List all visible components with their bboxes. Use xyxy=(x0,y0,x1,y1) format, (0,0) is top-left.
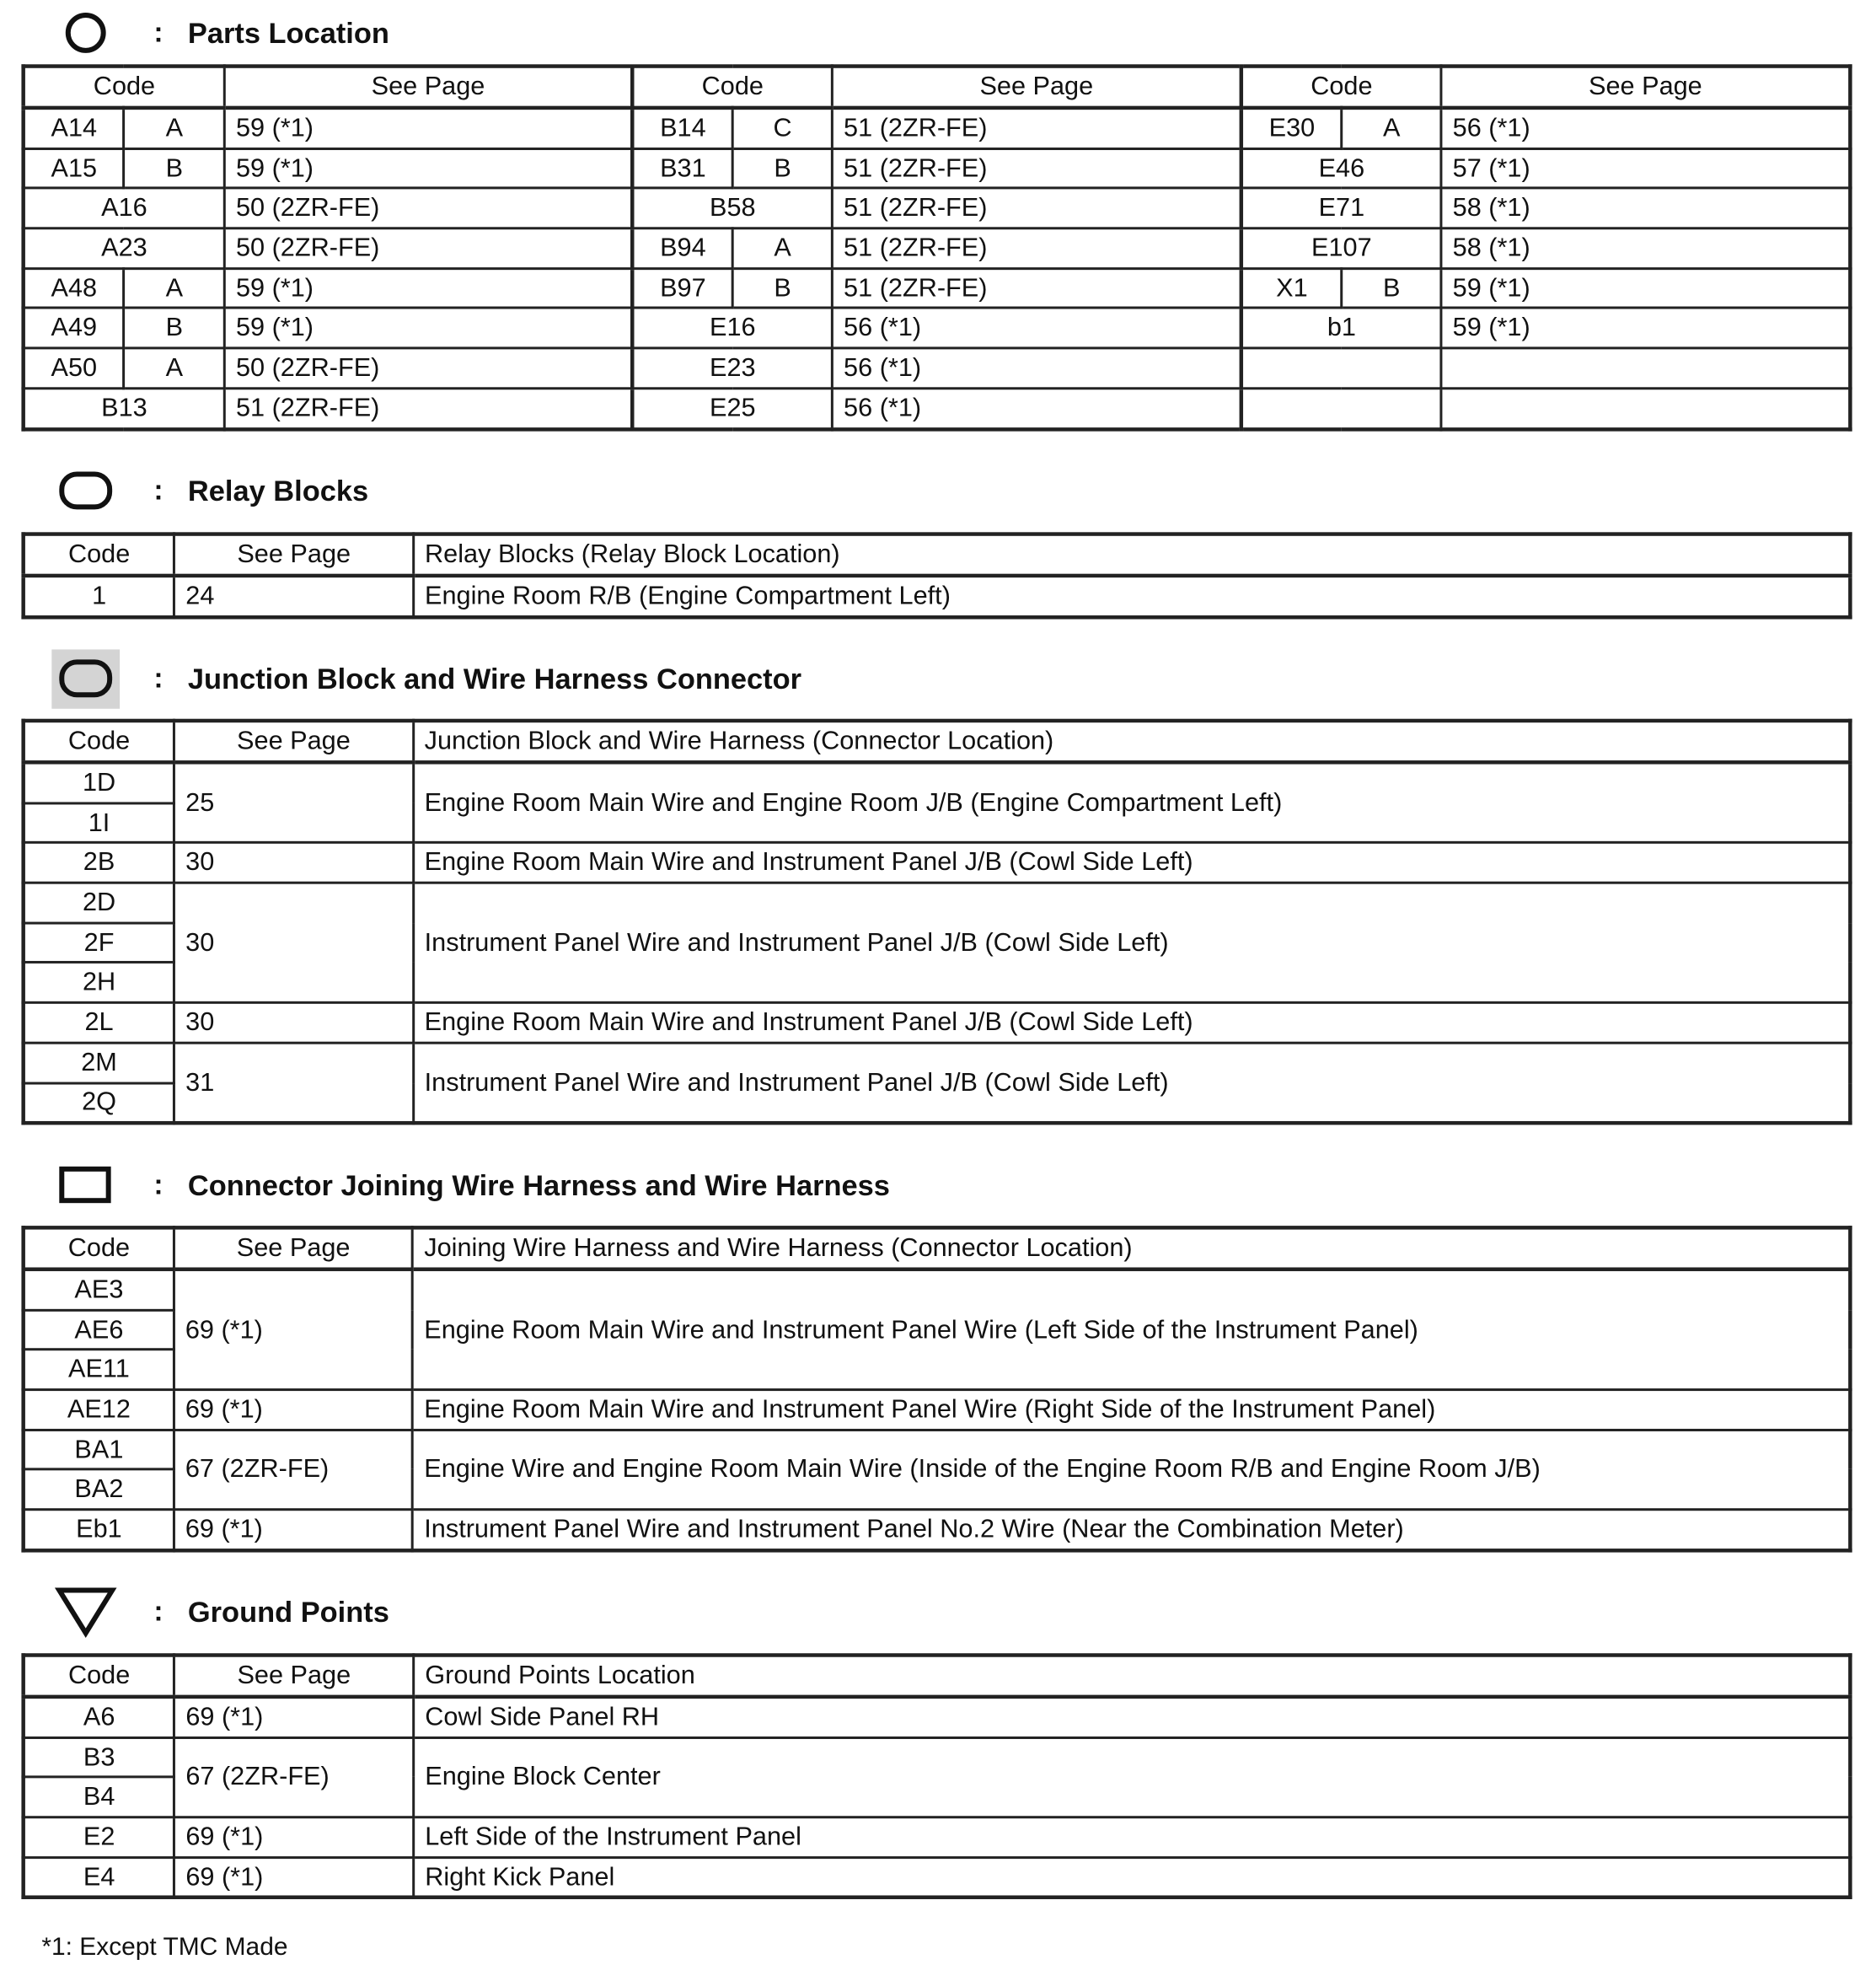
table-row xyxy=(24,388,1851,428)
code-cell: 2B xyxy=(24,843,174,883)
code-cell: A50 xyxy=(24,348,124,388)
location-header: Relay Blocks (Relay Block Location) xyxy=(414,534,1851,576)
see-page-cell: 25 xyxy=(174,762,414,843)
location-cell: Engine Room Main Wire and Instrument Panel Wire (Right Side of the Instrument Panel) xyxy=(413,1390,1851,1430)
see-page-cell: 69 (*1) xyxy=(174,1269,412,1390)
sub-code-cell: B xyxy=(124,309,224,348)
location-cell: Engine Room R/B (Engine Compartment Left) xyxy=(414,576,1851,617)
see-page-cell: 59 (*1) xyxy=(1441,268,1850,308)
relay-blocks-title xyxy=(51,465,368,516)
location-cell: Instrument Panel Wire and Instrument Panel J/B (Cowl Side Left) xyxy=(413,1043,1850,1124)
code-cell: 1I xyxy=(24,802,174,842)
location-cell: Engine Room Main Wire and Instrument Panel Wire (Left Side of the Instrument Panel) xyxy=(413,1269,1851,1390)
connector-joining-table xyxy=(21,1226,1852,1552)
sub-code-cell: B xyxy=(733,148,833,188)
see-page-cell: 30 xyxy=(174,883,414,1002)
location-cell: Left Side of the Instrument Panel xyxy=(414,1817,1851,1857)
see-page-cell: 67 (2ZR-FE) xyxy=(174,1737,414,1817)
see-page-cell: 57 (*1) xyxy=(1441,148,1850,188)
table-row xyxy=(24,108,1851,148)
ground-points-table xyxy=(21,1653,1852,1899)
code-header: Code xyxy=(24,67,225,108)
sub-code-cell: C xyxy=(733,108,833,148)
code-cell: AE6 xyxy=(24,1310,174,1350)
rectangle-icon xyxy=(51,1155,121,1216)
table-row xyxy=(24,1430,1851,1469)
header-row xyxy=(24,1227,1851,1269)
code-cell: A23 xyxy=(24,228,225,268)
see-page-cell: 58 (*1) xyxy=(1441,228,1850,268)
triangle-down-icon xyxy=(51,1581,121,1642)
table-row xyxy=(24,148,1851,188)
table-row xyxy=(24,1390,1851,1430)
table-row xyxy=(24,1510,1851,1550)
circle-icon xyxy=(51,3,121,63)
see-page-cell: 59 (*1) xyxy=(224,309,632,348)
see-page-cell: 30 xyxy=(174,1003,414,1043)
see-page-cell: 51 (2ZR-FE) xyxy=(833,228,1241,268)
code-header: Code xyxy=(24,534,174,576)
see-page-cell: 56 (*1) xyxy=(833,348,1241,388)
code-cell: B4 xyxy=(24,1777,174,1817)
code-cell: B94 xyxy=(632,228,732,268)
parts-location-table xyxy=(21,64,1852,431)
see-page-cell: 69 (*1) xyxy=(174,1390,412,1430)
see-page-header: See Page xyxy=(1441,67,1850,108)
code-cell: E16 xyxy=(632,309,832,348)
location-cell: Right Kick Panel xyxy=(414,1857,1851,1898)
footnote: *1: Except TMC Made xyxy=(41,1933,288,1962)
see-page-header: See Page xyxy=(224,67,632,108)
section-heading: Parts Location xyxy=(187,15,389,49)
stadium-icon xyxy=(51,460,121,521)
location-header: Junction Block and Wire Harness (Connector Location) xyxy=(413,721,1850,762)
junction-block-title xyxy=(51,653,801,704)
code-cell: E107 xyxy=(1241,228,1441,268)
table-row xyxy=(24,1697,1851,1737)
location-cell: Engine Room Main Wire and Instrument Panel J/B (Cowl Side Left) xyxy=(413,1003,1850,1043)
section-heading: Connector Joining Wire Harness and Wire Harness xyxy=(187,1168,890,1201)
see-page-cell: 58 (*1) xyxy=(1441,188,1850,228)
junction-block-table xyxy=(21,719,1852,1125)
code-cell: b1 xyxy=(1241,309,1441,348)
location-cell: Engine Wire and Engine Room Main Wire (Inside of the Engine Room R/B and Engine Room J/B) xyxy=(413,1430,1851,1510)
location-cell: Engine Room Main Wire and Instrument Panel J/B (Cowl Side Left) xyxy=(413,843,1850,883)
see-page-cell xyxy=(1441,348,1850,388)
code-cell: Eb1 xyxy=(24,1510,174,1550)
header-row xyxy=(24,1656,1851,1697)
table-row xyxy=(24,188,1851,228)
code-cell: E2 xyxy=(24,1817,174,1857)
see-page-cell: 69 (*1) xyxy=(174,1817,414,1857)
colon: : xyxy=(153,474,163,506)
table-row xyxy=(24,1737,1851,1777)
code-cell xyxy=(1241,348,1441,388)
code-cell: E23 xyxy=(632,348,832,388)
table-row xyxy=(24,1003,1851,1043)
table-row xyxy=(24,228,1851,268)
see-page-cell: 56 (*1) xyxy=(833,309,1241,348)
code-cell: 1D xyxy=(24,762,174,802)
code-cell: B31 xyxy=(632,148,732,188)
see-page-cell: 51 (2ZR-FE) xyxy=(833,108,1241,148)
sub-code-cell: B xyxy=(1342,268,1441,308)
table-row xyxy=(24,843,1851,883)
location-cell: Cowl Side Panel RH xyxy=(414,1697,1851,1737)
code-cell: AE12 xyxy=(24,1390,174,1430)
location-header: Joining Wire Harness and Wire Harness (Connector Location) xyxy=(413,1227,1851,1269)
see-page-cell: 59 (*1) xyxy=(224,268,632,308)
colon: : xyxy=(153,1168,163,1201)
code-cell: A6 xyxy=(24,1697,174,1737)
ground-points-title xyxy=(51,1586,389,1637)
table-row xyxy=(24,268,1851,308)
section-heading: Junction Block and Wire Harness Connector xyxy=(187,661,802,695)
table-row xyxy=(24,1817,1851,1857)
see-page-header: See Page xyxy=(833,67,1241,108)
code-cell: B14 xyxy=(632,108,732,148)
see-page-cell: 51 (2ZR-FE) xyxy=(833,148,1241,188)
see-page-cell: 50 (2ZR-FE) xyxy=(224,188,632,228)
code-cell: A15 xyxy=(24,148,124,188)
code-cell: E46 xyxy=(1241,148,1441,188)
code-cell: X1 xyxy=(1241,268,1342,308)
table-row xyxy=(24,1269,1851,1310)
see-page-header: See Page xyxy=(174,534,414,576)
code-cell: 2L xyxy=(24,1003,174,1043)
sub-code-cell: B xyxy=(124,148,224,188)
table-row xyxy=(24,883,1851,922)
sub-code-cell: A xyxy=(124,108,224,148)
code-cell: E4 xyxy=(24,1857,174,1898)
code-cell: B58 xyxy=(632,188,832,228)
code-cell: AE3 xyxy=(24,1269,174,1310)
section-heading: Ground Points xyxy=(187,1594,389,1628)
code-cell: 2M xyxy=(24,1043,174,1082)
code-cell: E30 xyxy=(1241,108,1342,148)
location-cell: Engine Block Center xyxy=(414,1737,1851,1817)
see-page-cell: 69 (*1) xyxy=(174,1857,414,1898)
code-cell: 2Q xyxy=(24,1082,174,1123)
colon: : xyxy=(153,1595,163,1627)
code-header: Code xyxy=(632,67,832,108)
see-page-cell: 56 (*1) xyxy=(833,388,1241,428)
see-page-cell: 51 (2ZR-FE) xyxy=(833,268,1241,308)
see-page-cell: 51 (2ZR-FE) xyxy=(224,388,632,428)
see-page-header: See Page xyxy=(174,1227,412,1269)
header-row xyxy=(24,67,1851,108)
see-page-cell: 56 (*1) xyxy=(1441,108,1850,148)
code-cell xyxy=(1241,388,1441,428)
table-row xyxy=(24,348,1851,388)
see-page-cell: 31 xyxy=(174,1043,414,1124)
code-cell: A49 xyxy=(24,309,124,348)
code-header: Code xyxy=(24,1227,174,1269)
code-cell: A14 xyxy=(24,108,124,148)
code-cell: A48 xyxy=(24,268,124,308)
table-row xyxy=(24,1043,1851,1082)
code-cell: E71 xyxy=(1241,188,1441,228)
see-page-cell: 59 (*1) xyxy=(224,108,632,148)
table-row xyxy=(24,762,1851,802)
see-page-cell: 59 (*1) xyxy=(1441,309,1850,348)
see-page-cell: 24 xyxy=(174,576,414,617)
code-cell: AE11 xyxy=(24,1350,174,1389)
code-cell: B3 xyxy=(24,1737,174,1777)
see-page-cell: 59 (*1) xyxy=(224,148,632,188)
code-header: Code xyxy=(24,721,174,762)
code-header: Code xyxy=(24,1656,174,1697)
location-cell: Instrument Panel Wire and Instrument Panel J/B (Cowl Side Left) xyxy=(413,883,1850,1002)
see-page-cell: 51 (2ZR-FE) xyxy=(833,188,1241,228)
sub-code-cell: A xyxy=(124,268,224,308)
code-header: Code xyxy=(1241,67,1441,108)
code-cell: 2D xyxy=(24,883,174,922)
code-cell: BA1 xyxy=(24,1430,174,1469)
see-page-cell: 67 (2ZR-FE) xyxy=(174,1430,412,1510)
header-row xyxy=(24,721,1851,762)
see-page-cell: 69 (*1) xyxy=(174,1510,412,1550)
header-row xyxy=(24,534,1851,576)
see-page-cell: 50 (2ZR-FE) xyxy=(224,348,632,388)
code-cell: BA2 xyxy=(24,1469,174,1509)
code-cell: B13 xyxy=(24,388,225,428)
colon: : xyxy=(153,662,163,694)
code-cell: 2H xyxy=(24,963,174,1002)
code-cell: A16 xyxy=(24,188,225,228)
code-cell: 2F xyxy=(24,923,174,963)
see-page-cell: 50 (2ZR-FE) xyxy=(224,228,632,268)
location-header: Ground Points Location xyxy=(414,1656,1851,1697)
relay-blocks-table xyxy=(21,532,1852,619)
table-row xyxy=(24,1857,1851,1898)
shaded-stadium-icon xyxy=(51,648,121,709)
see-page-header: See Page xyxy=(174,1656,414,1697)
section-heading: Relay Blocks xyxy=(187,473,369,507)
sub-code-cell: B xyxy=(733,268,833,308)
see-page-cell: 30 xyxy=(174,843,414,883)
parts-location-title: : Parts Location xyxy=(51,8,389,58)
location-cell: Instrument Panel Wire and Instrument Panel No.2 Wire (Near the Combination Meter) xyxy=(413,1510,1851,1550)
connector-joining-title xyxy=(51,1160,890,1210)
see-page-cell xyxy=(1441,388,1850,428)
table-row xyxy=(24,576,1851,617)
code-cell: E25 xyxy=(632,388,832,428)
sub-code-cell: A xyxy=(124,348,224,388)
code-cell: 1 xyxy=(24,576,174,617)
sub-code-cell: A xyxy=(1342,108,1441,148)
code-cell: B97 xyxy=(632,268,732,308)
location-cell: Engine Room Main Wire and Engine Room J/B (Engine Compartment Left) xyxy=(413,762,1850,843)
table-row xyxy=(24,309,1851,348)
see-page-header: See Page xyxy=(174,721,414,762)
sub-code-cell: A xyxy=(733,228,833,268)
see-page-cell: 69 (*1) xyxy=(174,1697,414,1737)
